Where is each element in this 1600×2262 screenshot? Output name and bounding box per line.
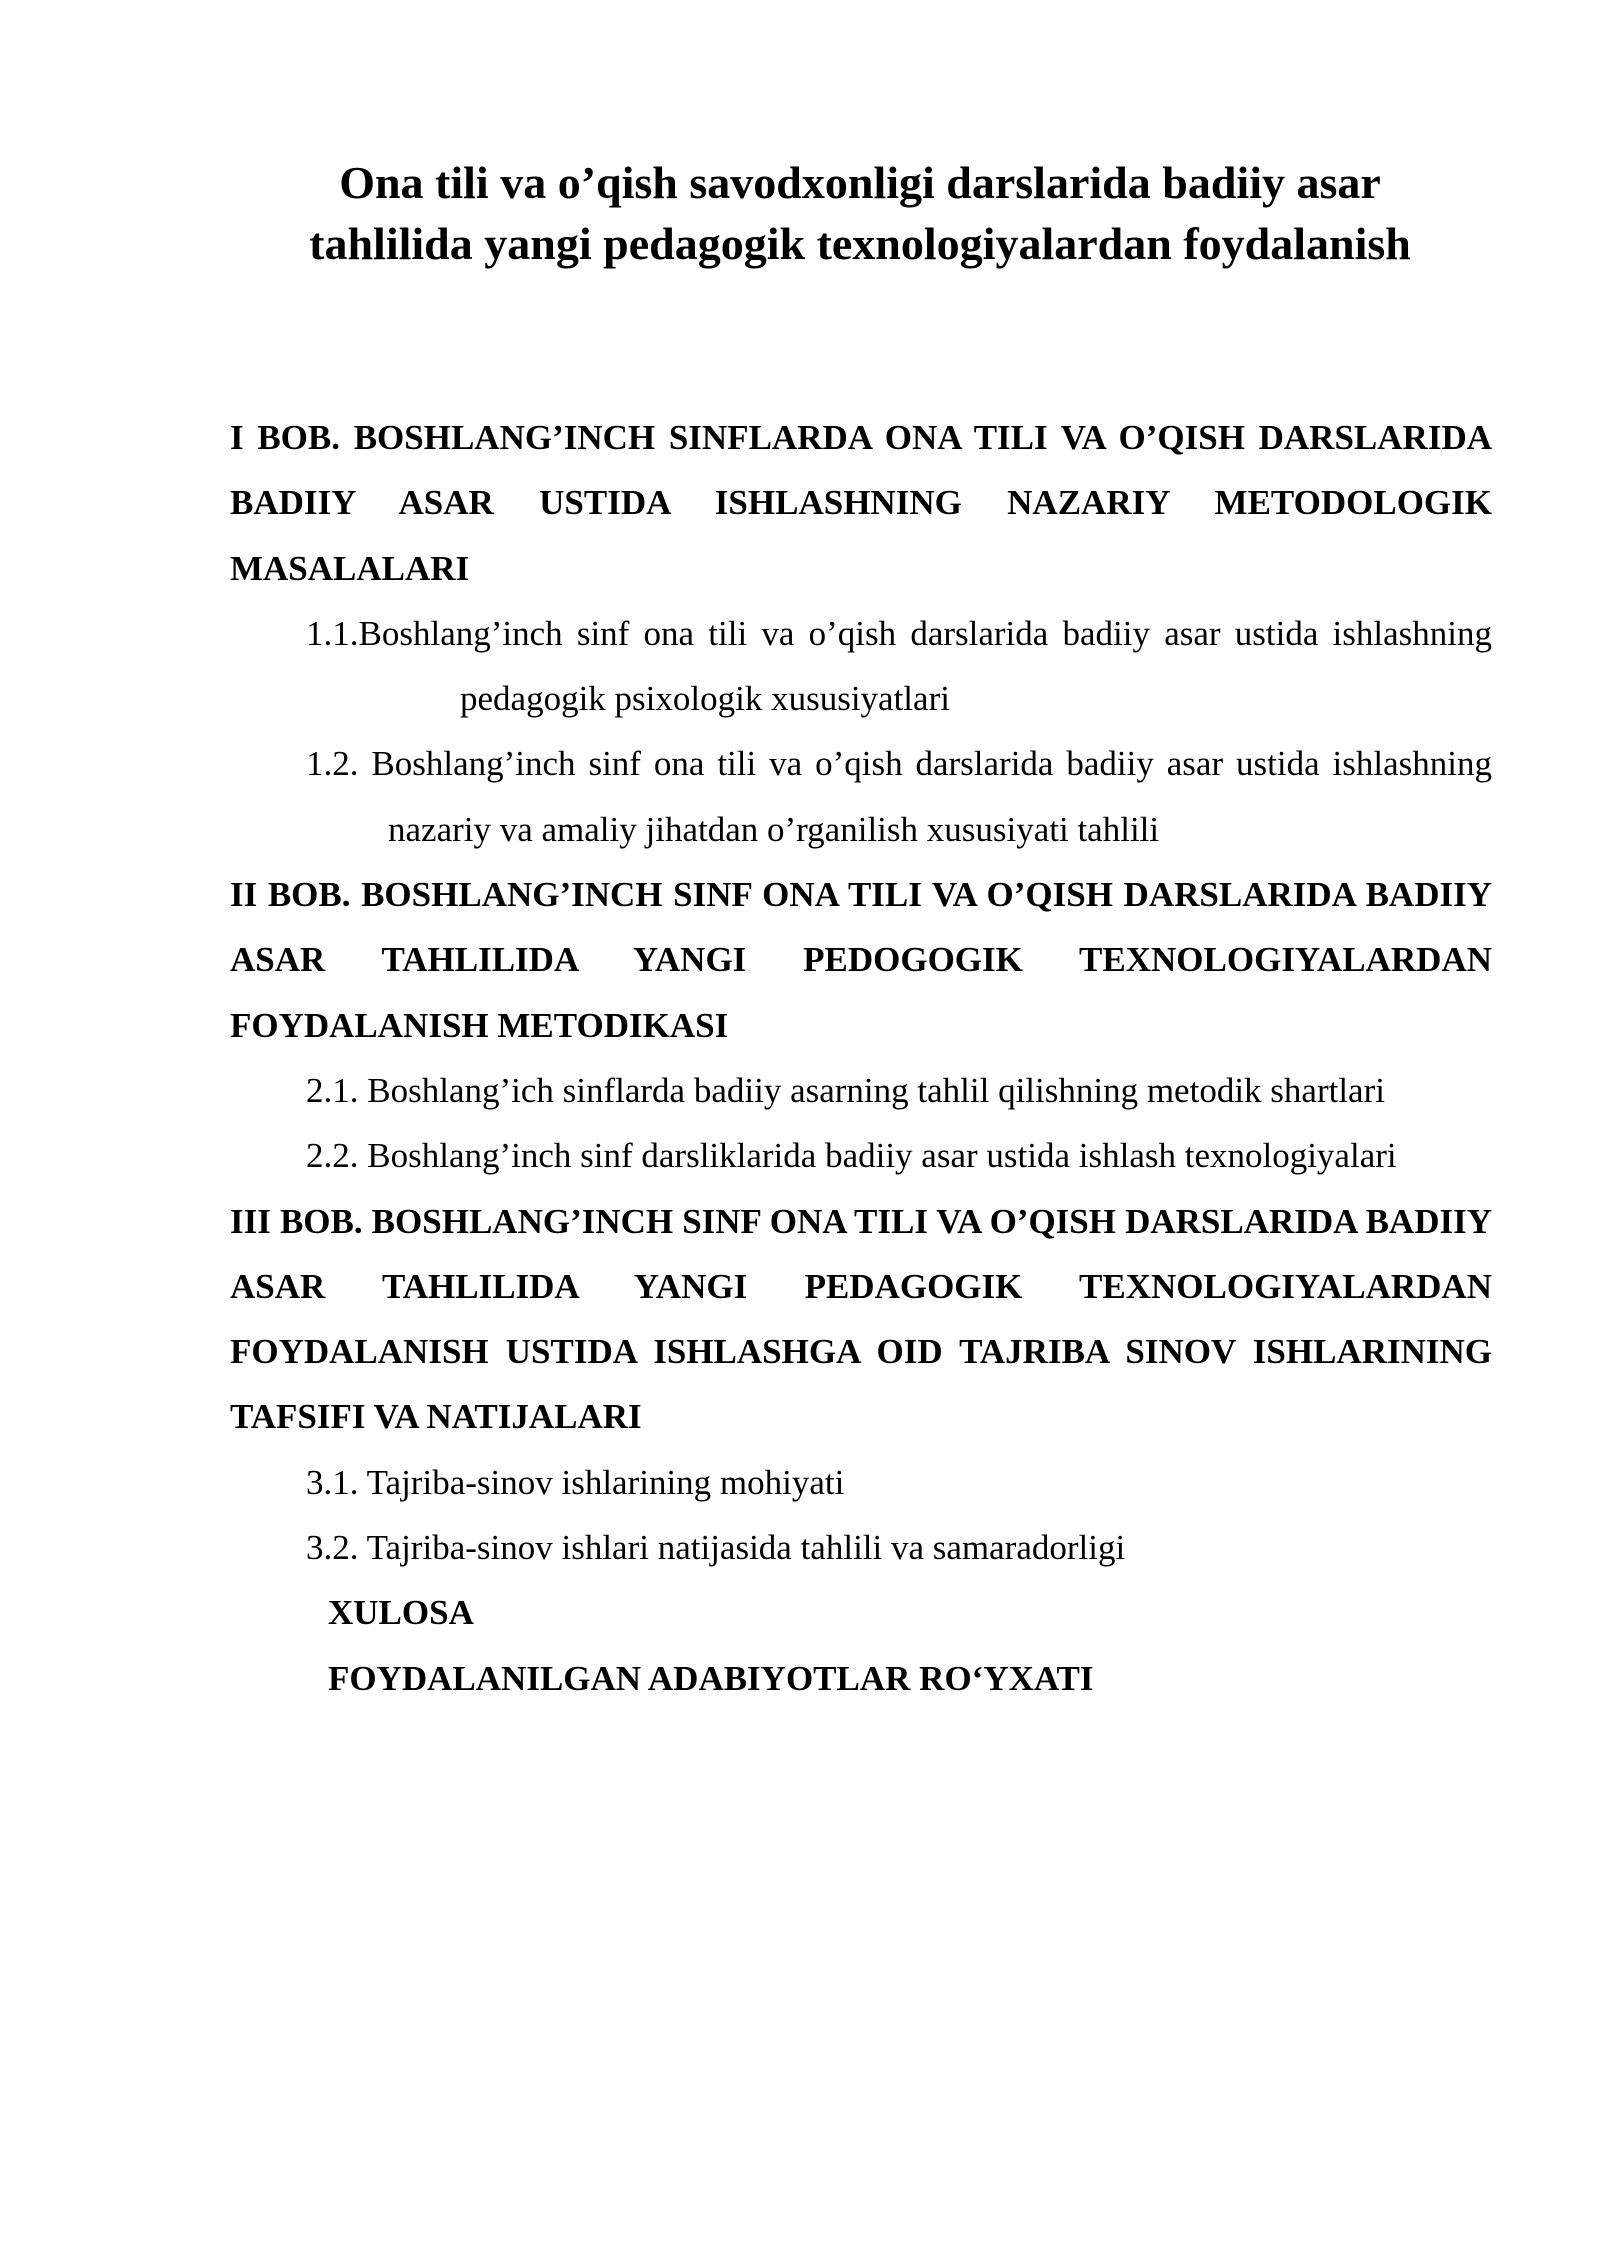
chapter-3-heading: III BOB. BOSHLANG’INCH SINF ONA TILI VA O’QISH DARSLARIDA BADIIY ASAR TAHLILIDA YANGI PEDAGOGIK TEXNOLOGIYALARDAN FOYDALANISH USTIDA ISHLASHGA OID TAJRIBA SINOV ISHLARINING TAFSIFI VA NATIJALARI <box>230 1201 1492 1437</box>
chapter-2-heading: II BOB. BOSHLANG’INCH SINF ONA TILI VA O’QISH DARSLARIDA BADIIY ASAR TAHLILIDA YANGI PEDOGOGIK TEXNOLOGIYALARDAN FOYDALANISH METODIKASI <box>230 875 1492 1045</box>
section-2-1: 2.1. Boshlang’ich sinflarda badiiy asarning tahlil qilishning metodik shartlari <box>306 1070 1385 1110</box>
section-1-2: 1.2. Boshlang’inch sinf ona tili va o’qish darslarida badiiy asar ustida ishlashning nazariy va amaliy jihatdan o’rganilish xususiyati tahlili <box>306 744 1492 849</box>
title-line-1: Ona tili va o’qish savodxonligi darslarida badiiy asar <box>339 157 1381 208</box>
table-of-contents <box>230 405 1492 1711</box>
title-line-2: tahlilida yangi pedagogik texnologiyalardan foydalanish <box>309 218 1411 269</box>
section-1-1: 1.1.Boshlang’inch sinf ona tili va o’qish darslarida badiiy asar ustida ishlashning pedagogik psixologik xususiyatlari <box>306 613 1492 719</box>
document-title <box>200 152 1520 274</box>
chapter-1-heading: I BOB. BOSHLANG’INCH SINFLARDA ONA TILI VA O’QISH DARSLARIDA BADIIY ASAR USTIDA ISHLASHNING NAZARIY METODOLOGIK MASALALARI <box>230 418 1492 588</box>
section-2-2: 2.2. Boshlang’inch sinf darsliklarida badiiy asar ustida ishlash texnologiyalari <box>306 1136 1397 1176</box>
conclusion-heading: XULOSA <box>328 1593 474 1633</box>
section-3-1: 3.1. Tajriba-sinov ishlarining mohiyati <box>306 1462 845 1502</box>
references-heading: FOYDALANILGAN ADABIYOTLAR RO‘YXATI <box>328 1658 1094 1698</box>
section-3-2: 3.2. Tajriba-sinov ishlari natijasida tahlili va samaradorligi <box>306 1528 1126 1568</box>
